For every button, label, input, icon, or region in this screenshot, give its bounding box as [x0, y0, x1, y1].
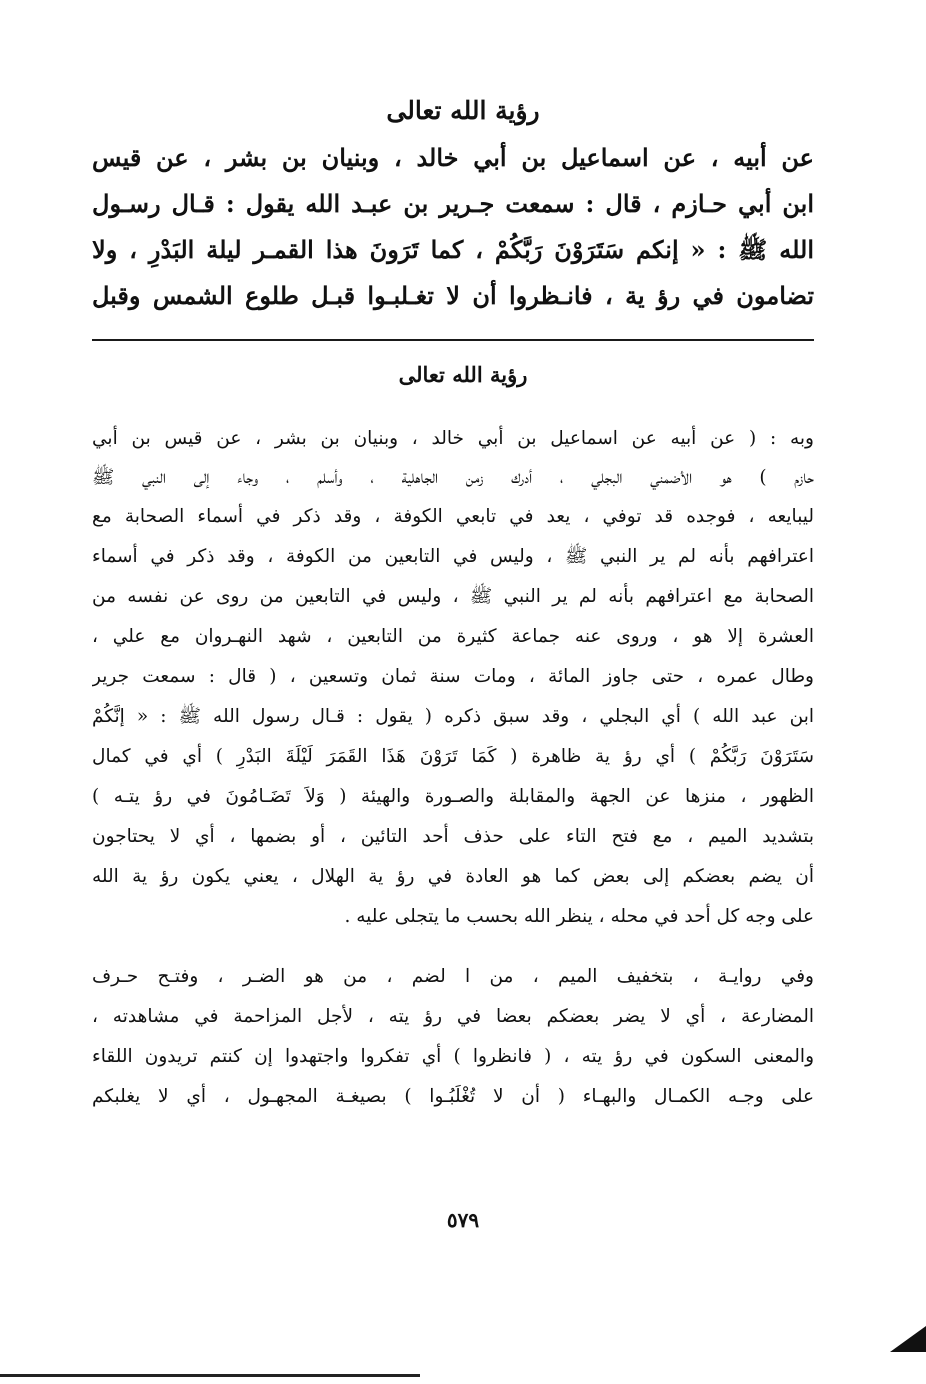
commentary-line: الصحابة مع اعترافهم بأنه لم ير النبي ﷺ ، وليس في التابعين من روى عن نفسه من	[92, 586, 814, 607]
section-divider	[92, 339, 814, 341]
main-text-line: عن أبيه ، عن اسماعيل بن أبي خالد ، وبنيان بن بشر ، عن قيس	[92, 143, 814, 172]
commentary-line: أن يضم بعضكم إلى بعض كما هو العادة في رؤ ية الهلال ، يعني يكون رؤ ية الله	[92, 866, 814, 887]
commentary-line: سَتَرَوْنَ رَبَّكُمْ ) أي رؤ ية ظاهرة ( كَمَا تَرَوْنَ هَذَا القَمَرَ لَيْلَةَ البَدْرِ ) أي في كمال	[92, 746, 814, 767]
page-number: ٥٧٩	[446, 1208, 480, 1232]
commentary-line: وبه : ( عن أبيه عن اسماعيل بن أبي خالد ، وبنيان بن بشر ، عن قيس بن أبي	[92, 428, 814, 449]
page-title: رؤية الله تعالى	[386, 96, 540, 125]
main-text-line: الله ﷺ : « إنكم سَتَرَوْنَ رَبَّكُمْ ، كما تَرَونَ هذا القمـر ليلة البَدْرِ ، ولا	[92, 235, 814, 264]
commentary-line: وطال عمره ، حتى جاوز المائة ، ومات سنة ثمان وتسعين ، ( قال : سمعت جرير	[92, 666, 814, 687]
commentary-line: العشرة إلا هو ، وروى عنه جماعة كثيرة من التابعين ، شهد النهـروان مع علي ،	[92, 626, 814, 647]
commentary-line: ليبايعه ، فوجده قد توفي ، يعد في تابعي الكوفة ، وقد ذكر في أسماء الصحابة مع	[92, 506, 814, 527]
commentary-line: على وجـه الكمـال والبهـاء ( أن لا تُغْلَبُـوا ) بصيغـة المجهـول ، أي لا يغلبكم	[92, 1086, 814, 1107]
commentary-line: الظهور ، منزها عن الجهة والمقابلة والصـورة والهيئة ( وَلاَ تَضَـامُونَ في رؤ يتـه )	[92, 786, 814, 807]
commentary-line: حازم ) هو الأضمني البجلي ، أدرك زمن الجاهلية ، وأسلم ، وجاء إلى النبي ﷺ	[92, 467, 814, 488]
main-text-line: تضامون في رؤ ية ، فانـظروا أن لا تغـلبـوا قبـل طلوع الشمس وقبل	[92, 281, 814, 310]
commentary-line: المضارعة ، أي لا يضر بعضكم بعضا في رؤ يته ، لأجل المزاحمة في مشاهدته ،	[92, 1006, 814, 1027]
commentary-line: وفي روايـة ، بتخفيف الميم ، من ا لضم ، من هو الضـر ، وفتـح حـرف	[92, 966, 814, 987]
page-edge-line	[0, 1374, 420, 1377]
commentary-line: ابن عبد الله ) أي البجلي ، وقد سبق ذكره ( يقول : قـال رسول الله ﷺ : « إنَّكُمْ	[92, 706, 814, 727]
commentary-title: رؤية الله تعالى	[398, 362, 528, 387]
commentary-line: اعترافهم بأنه لم ير النبي ﷺ ، وليس في التابعين من الكوفة ، وقد ذكر في أسماء	[92, 546, 814, 567]
commentary-line: على وجه كل أحد في محله ، ينظر الله بحسب ما يتجلى عليه .	[344, 906, 814, 927]
page-corner-mark	[890, 1326, 926, 1352]
main-text-line: ابن أبي حـازم ، قال : سمعت جـرير بن عبـد الله يقول : قـال رسـول	[92, 189, 814, 218]
commentary-line: والمعنى السكون في رؤ يته ، ( فانظروا ) أي تفكروا واجتهدوا إن كنتم تريدون اللقاء	[92, 1046, 814, 1067]
commentary-line: بتشديد الميم ، مع فتح التاء على حذف أحد التائين ، أو بضمها ، أي لا يحتاجون	[92, 826, 814, 847]
